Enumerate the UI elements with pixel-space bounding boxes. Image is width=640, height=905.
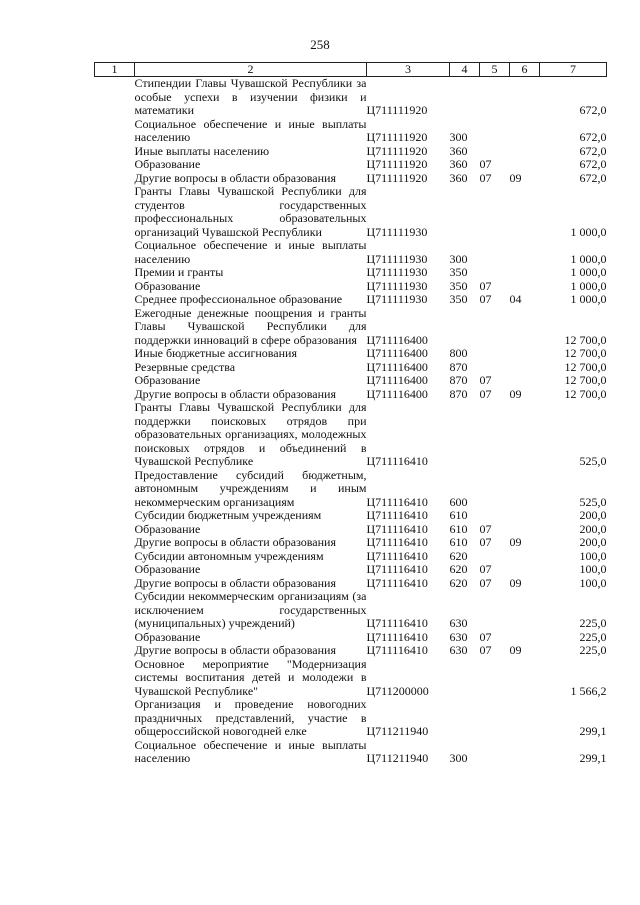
- table-row: [95, 644, 607, 658]
- row-index-cell: [95, 266, 135, 280]
- row-section-cell: [480, 509, 510, 523]
- row-subsection-cell: [510, 469, 540, 510]
- row-code-cell: Ц711116400: [366, 359, 428, 374]
- column-number-3: 3: [367, 63, 450, 77]
- row-amount-cell: 1 000,0: [570, 224, 607, 239]
- row-amount-cell: 525,0: [579, 454, 607, 468]
- row-amount-cell: 225,0: [579, 616, 607, 630]
- row-amount-cell: 12 700,0: [564, 346, 607, 360]
- row-name-cell: Организация и проведение новогодних праздничных представлений, участие в общероссийской новогодней елке: [134, 697, 367, 738]
- row-name-cell: Образование: [134, 562, 201, 576]
- row-index-cell: [95, 347, 135, 361]
- row-name-cell: Премии и гранты: [134, 265, 224, 279]
- row-amount-cell: 225,0: [579, 629, 607, 644]
- row-expense-type-cell: 630: [449, 616, 468, 630]
- row-code-cell: Ц711116410: [366, 643, 428, 657]
- row-expense-type-cell: 300: [449, 751, 468, 765]
- row-expense-type-cell: 870: [449, 373, 468, 387]
- table-row: [95, 280, 607, 294]
- row-name-cell: Социальное обеспечение и иные выплаты населению: [134, 116, 367, 144]
- row-subsection-cell: [510, 563, 540, 577]
- row-code-cell: Ц711111920: [366, 157, 428, 171]
- row-code-cell: Ц711116410: [366, 575, 428, 590]
- table-row: [95, 172, 607, 186]
- column-number-7: 7: [540, 63, 607, 77]
- column-number-2: 2: [135, 63, 367, 77]
- table-row: [95, 658, 607, 699]
- row-subsection-cell: 09: [509, 535, 522, 549]
- row-code-cell: Ц711111930: [366, 265, 428, 279]
- row-expense-type-cell: 620: [449, 562, 468, 576]
- row-index-cell: [95, 658, 135, 699]
- page-number: 258: [310, 37, 330, 52]
- row-code-cell: Ц711111930: [366, 278, 428, 293]
- row-name-cell: Ежегодные денежные поощрения и гранты Главы Чувашской Республики для поддержки инноваций в сфере образования: [134, 305, 367, 347]
- table-row: [95, 563, 607, 577]
- row-code-cell: Ц711111920: [366, 170, 428, 185]
- table-row: [95, 374, 607, 388]
- row-name-cell: Гранты Главы Чувашской Республики для студентов государственных профессиональных образовательных организаций Чувашской Республики: [134, 184, 367, 239]
- row-amount-cell: 12 700,0: [564, 386, 607, 401]
- table-row: [95, 536, 607, 550]
- row-index-cell: [95, 523, 135, 537]
- row-expense-type-cell: [450, 77, 480, 118]
- table-row: [95, 469, 607, 510]
- row-index-cell: [95, 280, 135, 294]
- row-section-cell: 07: [479, 170, 492, 185]
- row-section-cell: 07: [479, 278, 492, 293]
- table-row: [95, 523, 607, 537]
- row-code-cell: Ц711116410: [366, 508, 428, 522]
- row-subsection-cell: 09: [509, 386, 522, 401]
- row-amount-cell: 225,0: [579, 643, 607, 657]
- row-index-cell: [95, 401, 135, 469]
- table-body: [95, 77, 607, 766]
- row-expense-type-cell: 300: [449, 130, 468, 144]
- row-name-cell: Иные бюджетные ассигнования: [134, 346, 297, 360]
- row-subsection-cell: [510, 631, 540, 645]
- row-amount-cell: 200,0: [579, 508, 607, 522]
- table-row: [95, 158, 607, 172]
- row-name-cell: Резервные средства: [134, 359, 236, 374]
- table-row: [95, 77, 607, 118]
- row-subsection-cell: [510, 118, 540, 145]
- row-section-cell: [480, 590, 510, 631]
- row-code-cell: Ц711116410: [366, 535, 428, 549]
- row-expense-type-cell: 360: [449, 157, 468, 171]
- row-amount-cell: 525,0: [579, 494, 607, 509]
- row-code-cell: Ц711116400: [366, 332, 428, 347]
- row-index-cell: [95, 293, 135, 307]
- row-index-cell: [95, 361, 135, 375]
- row-amount-cell: 100,0: [579, 562, 607, 576]
- table-row: [95, 293, 607, 307]
- row-code-cell: Ц711116410: [366, 629, 428, 644]
- row-index-cell: [95, 158, 135, 172]
- row-section-cell: [480, 266, 510, 280]
- row-subsection-cell: [510, 77, 540, 118]
- row-code-cell: Ц711111930: [366, 292, 428, 306]
- table-row: [95, 550, 607, 564]
- row-section-cell: [480, 118, 510, 145]
- row-expense-type-cell: 360: [449, 143, 468, 158]
- budget-table: [94, 62, 607, 766]
- row-code-cell: Ц711111930: [366, 251, 428, 266]
- table-row: [95, 698, 607, 739]
- row-section-cell: [480, 469, 510, 510]
- row-section-cell: [480, 739, 510, 766]
- row-expense-type-cell: 300: [449, 251, 468, 266]
- row-index-cell: [95, 118, 135, 145]
- row-index-cell: [95, 563, 135, 577]
- row-amount-cell: 200,0: [579, 521, 607, 536]
- row-section-cell: 07: [479, 629, 492, 644]
- row-index-cell: [95, 509, 135, 523]
- row-subsection-cell: [510, 266, 540, 280]
- table-row: [95, 631, 607, 645]
- row-section-cell: 07: [479, 643, 492, 657]
- table-row: [95, 509, 607, 523]
- row-expense-type-cell: 620: [449, 548, 468, 563]
- row-name-cell: Социальное обеспечение и иные выплаты населению: [134, 238, 367, 266]
- row-expense-type-cell: 630: [449, 629, 468, 644]
- row-subsection-cell: [510, 509, 540, 523]
- row-subsection-cell: [510, 280, 540, 294]
- row-section-cell: [480, 401, 510, 469]
- table-row: [95, 145, 607, 159]
- row-section-cell: [480, 550, 510, 564]
- row-amount-cell: 672,0: [579, 143, 607, 158]
- row-name-cell: Субсидии автономным учреждениям: [134, 548, 324, 563]
- row-index-cell: [95, 698, 135, 739]
- row-name-cell: Другие вопросы в области образования: [134, 643, 336, 657]
- row-section-cell: 07: [479, 575, 492, 590]
- row-subsection-cell: 04: [509, 292, 522, 306]
- row-name-cell: Образование: [134, 521, 201, 536]
- row-section-cell: 07: [479, 157, 492, 171]
- row-expense-type-cell: 620: [449, 575, 468, 590]
- row-name-cell: Образование: [134, 629, 201, 644]
- row-name-cell: Другие вопросы в области образования: [134, 170, 336, 185]
- row-expense-type-cell: [450, 401, 480, 469]
- row-amount-cell: 100,0: [579, 548, 607, 563]
- table-row: [95, 388, 607, 402]
- row-amount-cell: 672,0: [579, 130, 607, 144]
- table-row: [95, 266, 607, 280]
- row-subsection-cell: 09: [509, 643, 522, 657]
- row-section-cell: [480, 307, 510, 348]
- row-subsection-cell: [510, 185, 540, 239]
- row-code-cell: Ц711111920: [366, 130, 428, 144]
- row-index-cell: [95, 590, 135, 631]
- row-expense-type-cell: 360: [449, 170, 468, 185]
- column-number-6: 6: [510, 63, 540, 77]
- row-index-cell: [95, 739, 135, 766]
- row-index-cell: [95, 631, 135, 645]
- row-subsection-cell: [510, 523, 540, 537]
- table-row: [95, 307, 607, 348]
- row-expense-type-cell: [450, 307, 480, 348]
- row-expense-type-cell: 350: [449, 265, 468, 279]
- row-expense-type-cell: 350: [449, 292, 468, 306]
- row-subsection-cell: [510, 158, 540, 172]
- row-section-cell: [480, 239, 510, 266]
- row-index-cell: [95, 644, 135, 658]
- row-index-cell: [95, 550, 135, 564]
- row-name-cell: Иные выплаты населению: [134, 143, 270, 158]
- row-section-cell: [480, 698, 510, 739]
- row-expense-type-cell: [450, 658, 480, 699]
- row-code-cell: Ц711116410: [366, 562, 428, 576]
- table-row: [95, 401, 607, 469]
- row-name-cell: Образование: [134, 157, 201, 171]
- row-name-cell: Стипендии Главы Чувашской Республики за особые успехи в изучении физики и математики: [134, 76, 367, 117]
- row-name-cell: Среднее профессиональное образование: [134, 292, 343, 306]
- row-expense-type-cell: 630: [449, 643, 468, 657]
- row-section-cell: 07: [479, 562, 492, 576]
- row-amount-cell: 200,0: [579, 535, 607, 549]
- table-row: [95, 577, 607, 591]
- row-code-cell: Ц711111930: [366, 224, 428, 239]
- row-code-cell: Ц711111920: [366, 103, 428, 117]
- table-row: [95, 590, 607, 631]
- row-name-cell: Гранты Главы Чувашской Республики для поддержки поисковых отрядов при образовательных организациях, молодежных поисковых отрядов и объединений в Чувашской Республике: [134, 400, 367, 468]
- row-amount-cell: 1 000,0: [570, 278, 607, 293]
- row-amount-cell: 672,0: [579, 157, 607, 171]
- row-section-cell: [480, 77, 510, 118]
- row-expense-type-cell: 600: [449, 494, 468, 509]
- row-section-cell: [480, 185, 510, 239]
- row-code-cell: Ц711116410: [366, 521, 428, 536]
- table-row: [95, 239, 607, 266]
- row-amount-cell: 1 000,0: [570, 251, 607, 266]
- row-expense-type-cell: 610: [449, 508, 468, 522]
- row-code-cell: Ц711211940: [366, 751, 429, 765]
- row-index-cell: [95, 374, 135, 388]
- row-index-cell: [95, 185, 135, 239]
- row-code-cell: Ц711116400: [366, 373, 428, 387]
- row-subsection-cell: [510, 307, 540, 348]
- column-number-header-row: [95, 63, 607, 77]
- row-amount-cell: 672,0: [579, 103, 607, 117]
- row-section-cell: [480, 347, 510, 361]
- table-row: [95, 347, 607, 361]
- row-expense-type-cell: 610: [449, 521, 468, 536]
- row-index-cell: [95, 577, 135, 591]
- row-code-cell: Ц711116410: [366, 548, 428, 563]
- row-amount-cell: 12 700,0: [564, 332, 607, 347]
- row-index-cell: [95, 77, 135, 118]
- row-code-cell: Ц711116410: [366, 616, 428, 630]
- row-name-cell: Образование: [134, 278, 201, 293]
- row-amount-cell: 299,1: [579, 751, 607, 765]
- row-name-cell: Основное мероприятие "Модернизация системы воспитания детей и молодежи в Чувашской Республике": [134, 656, 367, 698]
- row-section-cell: [480, 361, 510, 375]
- column-number-4: 4: [450, 63, 480, 77]
- table-row: [95, 739, 607, 766]
- row-subsection-cell: [510, 698, 540, 739]
- row-amount-cell: 1 566,2: [570, 683, 607, 698]
- row-index-cell: [95, 536, 135, 550]
- row-amount-cell: 1 000,0: [570, 292, 607, 306]
- row-code-cell: Ц711116410: [366, 494, 428, 509]
- row-subsection-cell: [510, 550, 540, 564]
- row-name-cell: Субсидии бюджетным учреждениям: [134, 508, 322, 522]
- row-section-cell: 07: [479, 373, 492, 387]
- row-code-cell: Ц711116400: [366, 386, 428, 401]
- row-amount-cell: 100,0: [579, 575, 607, 590]
- row-subsection-cell: [510, 401, 540, 469]
- row-amount-cell: 12 700,0: [564, 359, 607, 374]
- row-expense-type-cell: 870: [449, 386, 468, 401]
- row-index-cell: [95, 388, 135, 402]
- row-subsection-cell: [510, 361, 540, 375]
- column-number-5: 5: [480, 63, 510, 77]
- row-section-cell: [480, 658, 510, 699]
- row-subsection-cell: [510, 239, 540, 266]
- row-code-cell: Ц711116410: [366, 454, 428, 468]
- row-name-cell: Субсидии некоммерческим организациям (за исключением государственных (муниципальных) учреждений): [134, 589, 367, 630]
- row-subsection-cell: [510, 374, 540, 388]
- row-name-cell: Другие вопросы в области образования: [134, 386, 336, 401]
- row-index-cell: [95, 307, 135, 348]
- row-index-cell: [95, 469, 135, 510]
- row-code-cell: Ц711111920: [366, 143, 428, 158]
- row-section-cell: 07: [479, 292, 492, 306]
- row-expense-type-cell: 610: [449, 535, 468, 549]
- row-name-cell: Образование: [134, 373, 201, 387]
- row-amount-cell: 672,0: [579, 170, 607, 185]
- row-index-cell: [95, 239, 135, 266]
- row-index-cell: [95, 145, 135, 159]
- row-subsection-cell: [510, 739, 540, 766]
- row-name-cell: Другие вопросы в области образования: [134, 575, 336, 590]
- row-expense-type-cell: 870: [449, 359, 468, 374]
- row-subsection-cell: 09: [509, 575, 522, 590]
- row-section-cell: 07: [479, 386, 492, 401]
- row-index-cell: [95, 172, 135, 186]
- row-expense-type-cell: [450, 185, 480, 239]
- row-code-cell: Ц711200000: [366, 683, 429, 698]
- row-section-cell: [480, 145, 510, 159]
- row-section-cell: 07: [479, 535, 492, 549]
- row-amount-cell: 299,1: [579, 724, 607, 738]
- column-number-1: 1: [95, 63, 135, 77]
- row-name-cell: Социальное обеспечение и иные выплаты населению: [134, 737, 367, 765]
- table-row: [95, 361, 607, 375]
- row-amount-cell: 12 700,0: [564, 373, 607, 387]
- row-subsection-cell: [510, 658, 540, 699]
- row-subsection-cell: [510, 145, 540, 159]
- row-name-cell: Другие вопросы в области образования: [134, 535, 336, 549]
- row-amount-cell: 1 000,0: [570, 265, 607, 279]
- row-subsection-cell: [510, 590, 540, 631]
- row-expense-type-cell: 350: [449, 278, 468, 293]
- table-row: [95, 118, 607, 145]
- row-expense-type-cell: 800: [449, 346, 468, 360]
- table-row: [95, 185, 607, 239]
- row-section-cell: 07: [479, 521, 492, 536]
- row-subsection-cell: [510, 347, 540, 361]
- row-code-cell: Ц711116400: [366, 346, 428, 360]
- row-expense-type-cell: [450, 698, 480, 739]
- row-code-cell: Ц711211940: [366, 724, 429, 738]
- row-subsection-cell: 09: [509, 170, 522, 185]
- row-name-cell: Предоставление субсидий бюджетным, автономным учреждениям и иным некоммерческим организациям: [134, 467, 367, 509]
